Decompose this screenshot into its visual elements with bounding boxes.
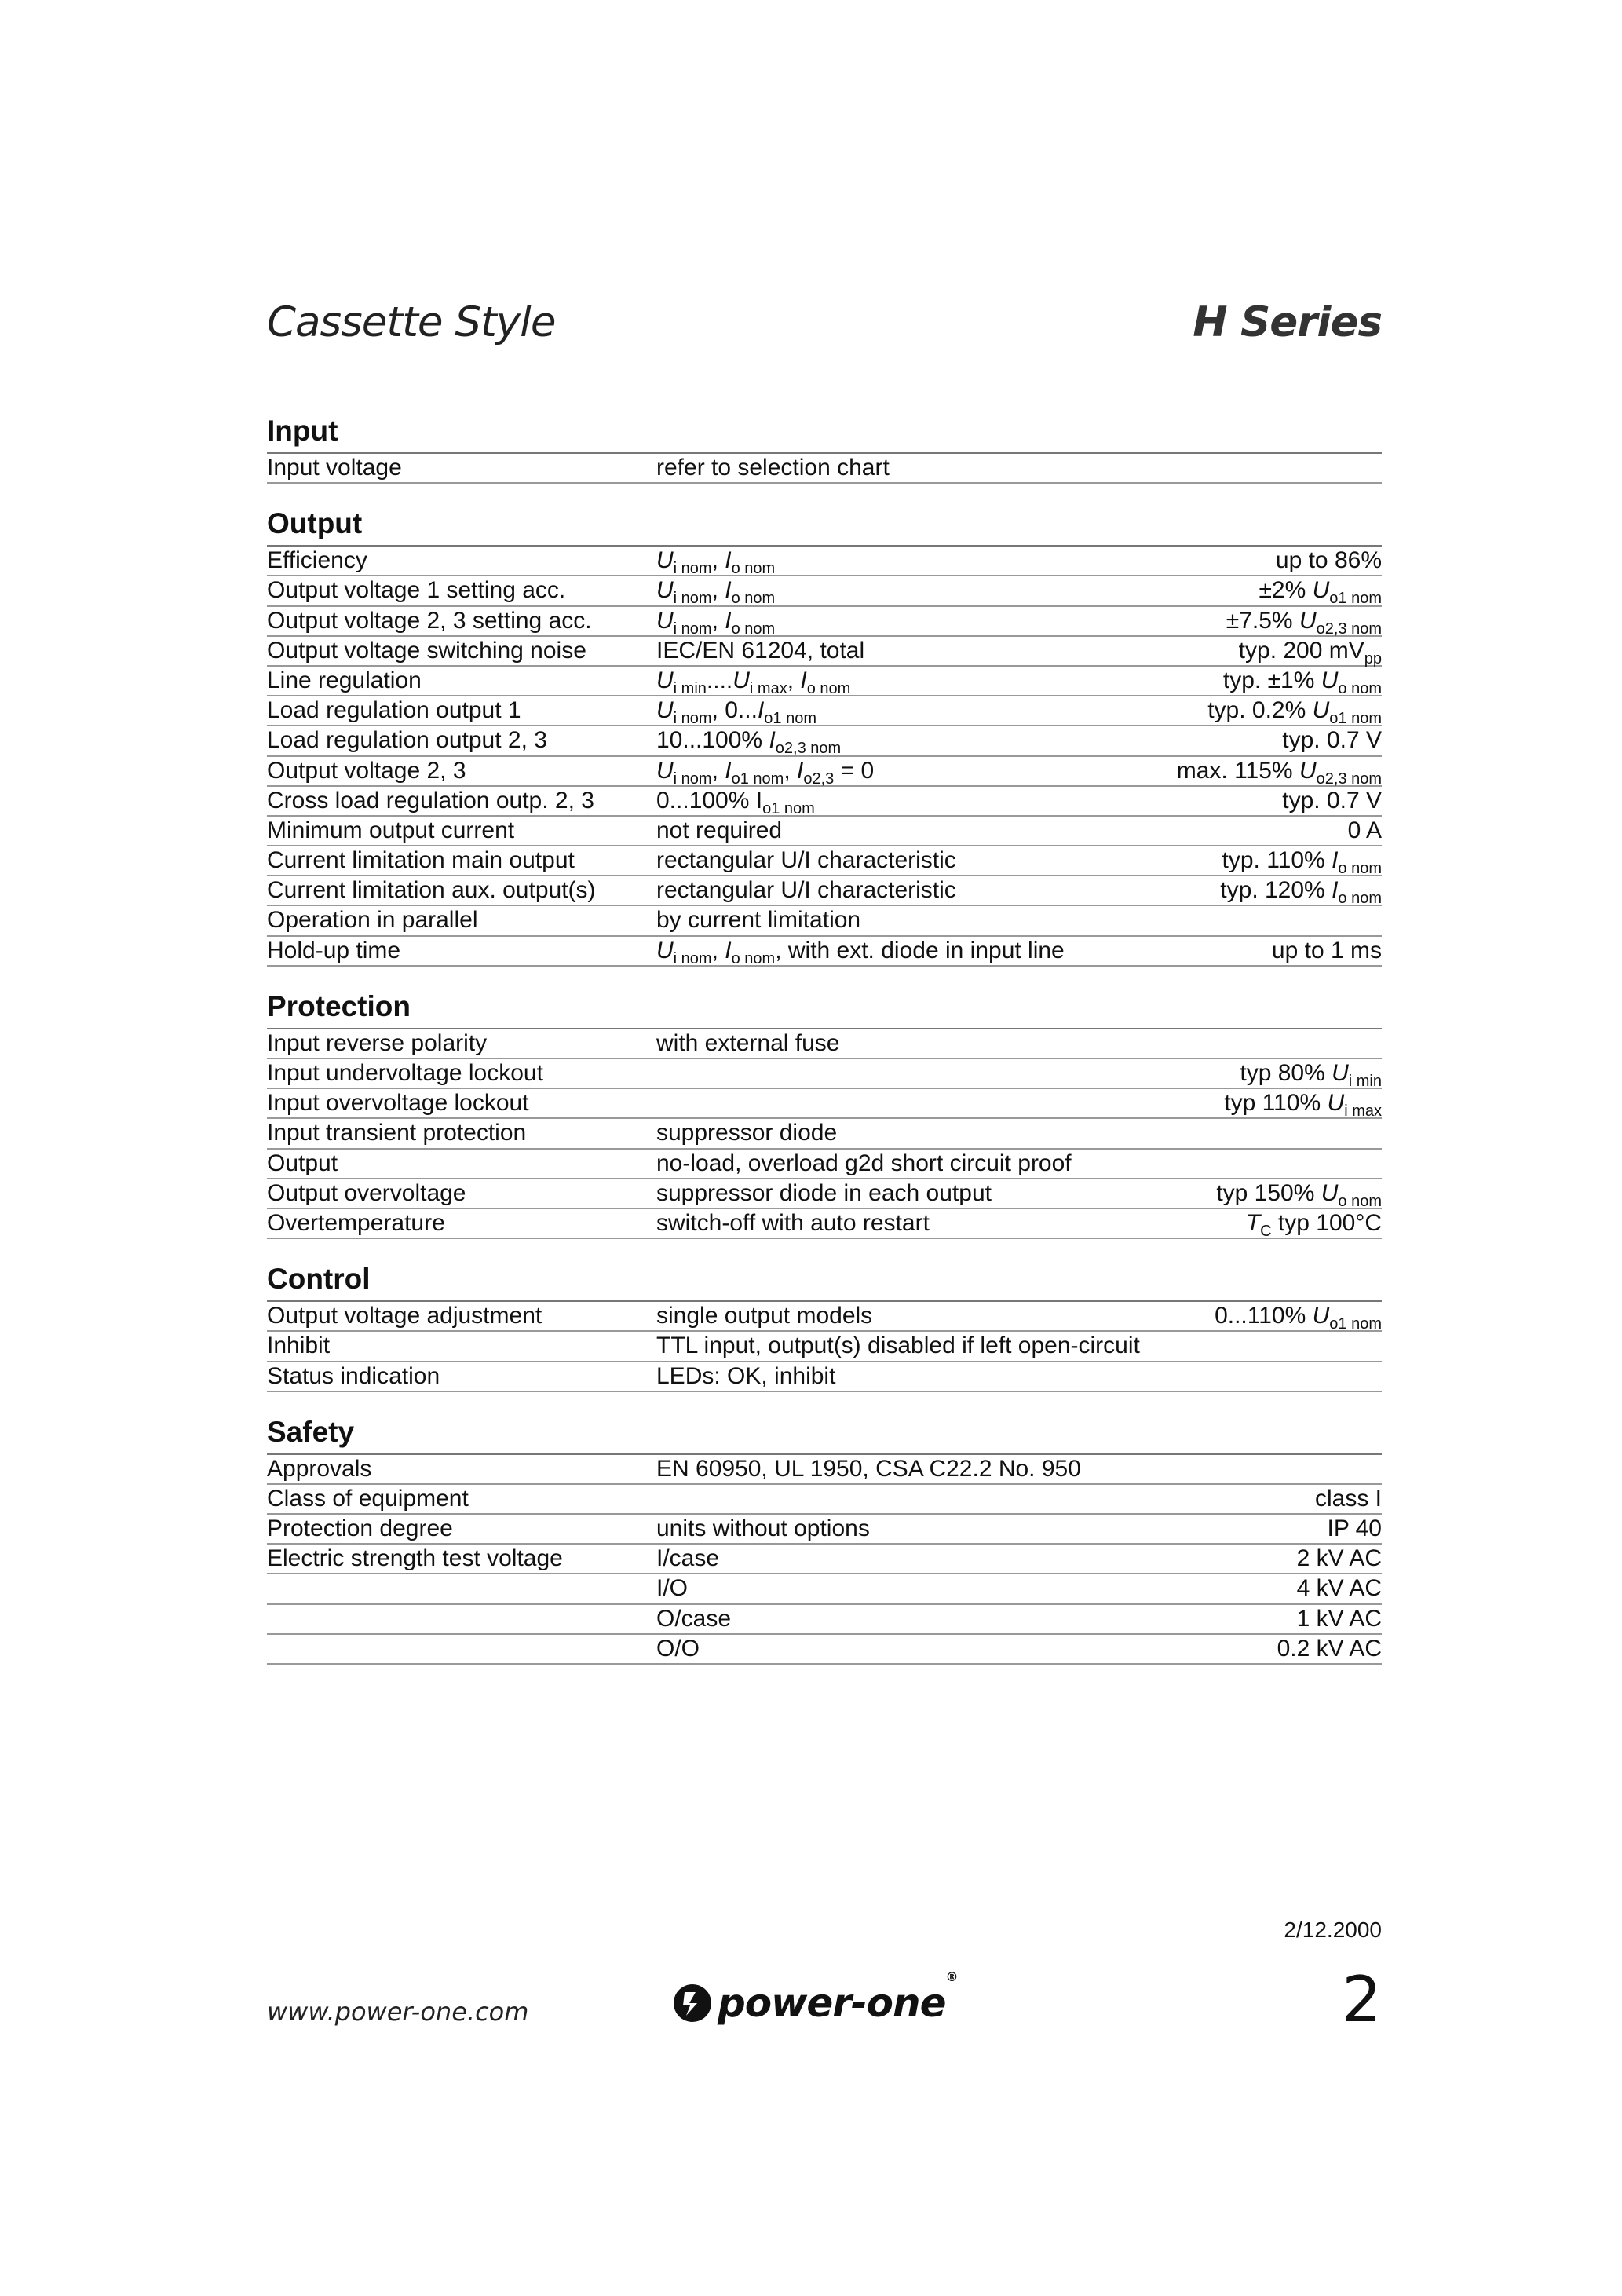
spec-parameter: Electric strength test voltage <box>267 1545 563 1572</box>
spec-value <box>1297 1545 1382 1573</box>
subscript-text: i nom <box>673 560 712 578</box>
spec-condition <box>656 1515 870 1543</box>
subscript-text: o2,3 nom <box>1316 770 1382 788</box>
section-input <box>267 408 1382 484</box>
text-segment: I/case <box>656 1545 720 1572</box>
text-segment: , <box>711 547 725 574</box>
text-segment: no-load, overload g2d short circuit proof <box>656 1150 1072 1176</box>
text-segment: rectangular U/I characteristic <box>656 847 956 874</box>
text-segment: typ 150% <box>1216 1179 1321 1206</box>
symbol-variable: U <box>1332 1060 1349 1086</box>
spec-value <box>1282 787 1382 815</box>
symbol-variable: U <box>1312 1303 1330 1329</box>
spec-row <box>267 1605 1382 1635</box>
text-segment: switch-off with auto restart <box>656 1209 930 1236</box>
section-heading: Output <box>267 501 1382 547</box>
text-segment: typ 110% <box>1224 1090 1328 1117</box>
spec-parameter: Input voltage <box>267 455 402 481</box>
text-segment: typ. 200 mV <box>1238 637 1364 664</box>
symbol-variable: I <box>796 757 804 784</box>
symbol-variable: U <box>656 937 674 963</box>
symbol-variable: I <box>725 577 732 604</box>
section-heading: Safety <box>267 1409 1382 1455</box>
text-segment: 0...110% <box>1215 1303 1313 1329</box>
section-protection <box>267 984 1382 1239</box>
spec-value <box>1276 547 1382 575</box>
spec-row <box>267 576 1382 606</box>
subscript-text: o nom <box>806 679 851 697</box>
subscript-text: o2,3 nom <box>775 740 842 758</box>
subscript-text: o nom <box>731 620 776 638</box>
spec-parameter: Output voltage adjustment <box>267 1303 542 1329</box>
spec-parameter: Inhibit <box>267 1333 331 1359</box>
symbol-variable: T <box>1245 1209 1261 1236</box>
spec-condition <box>656 876 956 905</box>
spec-condition <box>656 906 860 934</box>
subscript-text: o2,3 nom <box>1316 620 1382 638</box>
text-segment: ±2% <box>1259 577 1313 604</box>
spec-condition <box>656 937 1065 973</box>
symbol-variable: U <box>656 697 674 724</box>
spec-parameter: Input reverse polarity <box>267 1029 488 1056</box>
symbol-variable: U <box>1327 1090 1345 1117</box>
spec-value <box>1277 1635 1382 1663</box>
text-segment: not required <box>656 817 783 843</box>
spec-parameter: Status indication <box>267 1362 440 1389</box>
text-segment: , <box>711 577 725 604</box>
spec-row <box>267 667 1382 696</box>
spec-row <box>267 1150 1382 1179</box>
document-series-title: H Series <box>1193 298 1382 346</box>
symbol-variable: I <box>1332 877 1339 904</box>
subscript-text: o nom <box>731 590 776 608</box>
spec-condition <box>656 1029 839 1058</box>
subscript-text: i max <box>749 679 787 697</box>
text-segment: .... <box>706 667 733 693</box>
spec-parameter: Overtemperature <box>267 1209 445 1236</box>
spec-parameter: Output voltage 2, 3 setting acc. <box>267 607 592 634</box>
spec-row <box>267 1119 1382 1149</box>
text-segment: 2 kV AC <box>1296 1545 1382 1572</box>
text-segment: typ. 0.7 V <box>1282 787 1382 813</box>
logo-wordmark: power-one® <box>718 1969 958 2026</box>
text-segment: , <box>784 757 797 784</box>
subscript-text: pp <box>1364 649 1382 667</box>
text-segment: with external fuse <box>656 1029 840 1056</box>
revision-date: 2/12.2000 <box>1284 1918 1382 1942</box>
spec-parameter: Output voltage 2, 3 <box>267 757 466 784</box>
text-segment: , with ext. diode in input line <box>775 937 1065 963</box>
symbol-variable: U <box>732 667 750 693</box>
spec-condition <box>656 1545 719 1573</box>
text-segment: , <box>711 937 725 963</box>
spec-row <box>267 937 1382 967</box>
document-category-title: Cassette Style <box>267 298 556 346</box>
spec-value <box>1297 1605 1382 1633</box>
subscript-text: o nom <box>1338 860 1382 878</box>
spec-row <box>267 1515 1382 1545</box>
symbol-variable: I <box>800 667 807 693</box>
spec-value <box>1272 937 1382 965</box>
symbol-variable: U <box>656 607 674 634</box>
spec-row <box>267 1485 1382 1515</box>
section-control <box>267 1256 1382 1392</box>
spec-condition <box>656 1179 992 1208</box>
text-segment: typ. 0.2% <box>1207 697 1313 724</box>
spec-row <box>267 547 1382 576</box>
text-segment: TTL input, output(s) disabled if left open-circuit <box>656 1333 1140 1359</box>
text-segment: EN 60950, UL 1950, CSA C22.2 No. 950 <box>656 1455 1081 1482</box>
spec-parameter: Output <box>267 1150 338 1176</box>
symbol-variable: I <box>725 607 732 634</box>
text-segment: by current limitation <box>656 907 861 934</box>
spec-row <box>267 696 1382 726</box>
spec-condition <box>656 1119 837 1147</box>
company-logo <box>672 1969 958 2026</box>
section-heading: Protection <box>267 984 1382 1029</box>
symbol-variable: U <box>1321 667 1339 693</box>
spec-condition <box>656 454 890 482</box>
spec-condition <box>656 846 956 875</box>
spec-parameter: Current limitation main output <box>267 847 575 874</box>
spec-condition <box>656 1150 1072 1178</box>
text-segment: ±7.5% <box>1226 607 1299 634</box>
symbol-variable: U <box>1299 607 1317 634</box>
subscript-text: C <box>1260 1222 1272 1240</box>
spec-row <box>267 637 1382 667</box>
spec-row <box>267 1635 1382 1665</box>
text-segment: refer to selection chart <box>656 455 890 481</box>
text-segment: typ. ±1% <box>1222 667 1321 693</box>
spec-parameter: Cross load regulation outp. 2, 3 <box>267 787 594 813</box>
subscript-text: o1 nom <box>762 799 815 817</box>
text-segment: , <box>711 607 725 634</box>
text-segment: , <box>711 757 725 784</box>
spec-parameter: Output overvoltage <box>267 1179 466 1206</box>
text-segment: 0 A <box>1347 817 1382 843</box>
section-output <box>267 501 1382 967</box>
text-segment: up to 86% <box>1275 547 1382 574</box>
text-segment: = 0 <box>834 757 875 784</box>
text-segment: typ. 110% <box>1222 847 1332 874</box>
text-segment: , <box>787 667 801 693</box>
spec-row <box>267 1302 1382 1332</box>
text-segment: 4 kV AC <box>1296 1575 1382 1602</box>
spec-parameter: Output voltage 1 setting acc. <box>267 577 566 604</box>
spec-condition <box>656 1574 688 1603</box>
symbol-variable: I <box>725 937 732 963</box>
spec-condition <box>656 1209 930 1238</box>
spec-parameter: Minimum output current <box>267 817 515 843</box>
spec-value <box>1327 1515 1382 1543</box>
subscript-text: o1 nom <box>731 770 784 788</box>
spec-parameter: Input transient protection <box>267 1120 527 1146</box>
spec-row <box>267 757 1382 787</box>
text-segment: typ. 120% <box>1220 877 1332 904</box>
spec-value <box>1246 1209 1382 1245</box>
symbol-variable: I <box>1332 847 1339 874</box>
spec-parameter: Input undervoltage lockout <box>267 1060 543 1086</box>
subscript-text: i nom <box>673 620 712 638</box>
subscript-text: i max <box>1344 1102 1382 1121</box>
spec-row <box>267 607 1382 637</box>
spec-row <box>267 787 1382 817</box>
text-segment: I/O <box>656 1575 689 1602</box>
spec-parameter: Output voltage switching noise <box>267 637 586 664</box>
subscript-text: o nom <box>731 560 776 578</box>
text-segment: IP 40 <box>1327 1515 1382 1542</box>
text-segment: up to 1 ms <box>1271 937 1382 963</box>
spec-parameter: Current limitation aux. output(s) <box>267 877 596 904</box>
text-segment: 0.2 kV AC <box>1277 1635 1382 1662</box>
subscript-text: i nom <box>673 710 712 728</box>
text-segment: max. 115% <box>1176 757 1299 784</box>
spec-row <box>267 1545 1382 1574</box>
subscript-text: o nom <box>1338 1192 1382 1210</box>
section-heading: Control <box>267 1256 1382 1302</box>
spec-condition <box>656 1362 835 1391</box>
spec-parameter: Approvals <box>267 1455 372 1482</box>
section-heading: Input <box>267 408 1382 454</box>
spec-row <box>267 1209 1382 1239</box>
subscript-text: i min <box>1348 1073 1382 1090</box>
spec-condition <box>656 817 782 845</box>
symbol-variable: I <box>725 757 732 784</box>
spec-row <box>267 1179 1382 1209</box>
subscript-text: o2,3 <box>803 770 835 788</box>
spec-condition <box>656 1635 700 1663</box>
subscript-text: i min <box>673 679 707 697</box>
spec-value <box>1282 726 1382 755</box>
subscript-text: o1 nom <box>1329 590 1382 608</box>
spec-condition <box>656 637 864 665</box>
spec-condition <box>656 1455 1081 1483</box>
spec-parameter: Input overvoltage lockout <box>267 1090 529 1117</box>
spec-row <box>267 1029 1382 1059</box>
text-segment: typ 100°C <box>1271 1209 1382 1236</box>
subscript-text: o nom <box>1338 890 1382 908</box>
spec-parameter: Operation in parallel <box>267 907 478 934</box>
subscript-text: o nom <box>1338 679 1382 697</box>
spec-row <box>267 1059 1382 1089</box>
symbol-variable: U <box>1312 697 1330 724</box>
symbol-variable: U <box>1299 757 1317 784</box>
spec-row <box>267 1089 1382 1119</box>
spec-row <box>267 726 1382 756</box>
subscript-text: o1 nom <box>1329 710 1382 728</box>
specification-tables <box>267 408 1382 1665</box>
spec-row <box>267 906 1382 936</box>
spec-parameter: Efficiency <box>267 547 367 574</box>
symbol-variable: I <box>725 547 732 574</box>
spec-row <box>267 454 1382 484</box>
spec-parameter: Hold-up time <box>267 937 401 963</box>
symbol-variable: I <box>757 697 765 724</box>
text-segment: O/case <box>656 1605 732 1632</box>
text-segment: LEDs: OK, inhibit <box>656 1362 836 1389</box>
spec-parameter: Protection degree <box>267 1515 453 1542</box>
symbol-variable: I <box>769 727 776 754</box>
section-safety <box>267 1409 1382 1665</box>
text-segment: single output models <box>656 1303 873 1329</box>
spec-condition <box>656 1332 1140 1360</box>
text-segment: , 0... <box>711 697 758 724</box>
spec-value <box>1297 1574 1382 1603</box>
spec-row <box>267 1455 1382 1485</box>
symbol-variable: U <box>656 547 674 574</box>
text-segment: units without options <box>656 1515 870 1542</box>
spec-row <box>267 1332 1382 1362</box>
spec-row <box>267 876 1382 906</box>
text-segment: class I <box>1314 1485 1382 1512</box>
subscript-text: o1 nom <box>1329 1315 1382 1333</box>
text-segment: typ. 0.7 V <box>1282 727 1382 754</box>
text-segment: typ 80% <box>1240 1060 1332 1086</box>
page-number: 2 <box>1342 1963 1382 2036</box>
symbol-variable: U <box>1312 577 1330 604</box>
text-segment: suppressor diode <box>656 1120 838 1146</box>
subscript-text: o1 nom <box>764 710 816 728</box>
spec-condition <box>656 1302 872 1330</box>
symbol-variable: U <box>1321 1179 1339 1206</box>
spec-row <box>267 1362 1382 1392</box>
text-segment: 0...100% I <box>656 787 763 813</box>
spec-row <box>267 846 1382 876</box>
text-segment: IEC/EN 61204, total <box>656 637 865 664</box>
spec-value <box>1348 817 1382 845</box>
spec-value <box>1315 1485 1382 1513</box>
subscript-text: i nom <box>673 590 712 608</box>
spec-parameter: Line regulation <box>267 667 422 693</box>
spec-condition <box>656 1605 731 1633</box>
subscript-text: i nom <box>673 949 712 967</box>
text-segment: suppressor diode in each output <box>656 1179 992 1206</box>
symbol-variable: U <box>656 757 674 784</box>
power-one-emblem-icon <box>672 1983 713 2024</box>
spec-parameter: Class of equipment <box>267 1485 469 1512</box>
text-segment: rectangular U/I characteristic <box>656 877 956 904</box>
text-segment: 1 kV AC <box>1296 1605 1382 1632</box>
spec-parameter: Load regulation output 2, 3 <box>267 727 547 754</box>
subscript-text: o nom <box>731 949 776 967</box>
spec-parameter: Load regulation output 1 <box>267 697 521 724</box>
spec-row <box>267 817 1382 846</box>
spec-row <box>267 1574 1382 1604</box>
symbol-variable: U <box>656 577 674 604</box>
website-url[interactable]: www.power-one.com <box>267 1997 529 2027</box>
text-segment: O/O <box>656 1635 700 1662</box>
text-segment: 10...100% <box>656 727 769 754</box>
symbol-variable: U <box>656 667 674 693</box>
subscript-text: i nom <box>673 770 712 788</box>
